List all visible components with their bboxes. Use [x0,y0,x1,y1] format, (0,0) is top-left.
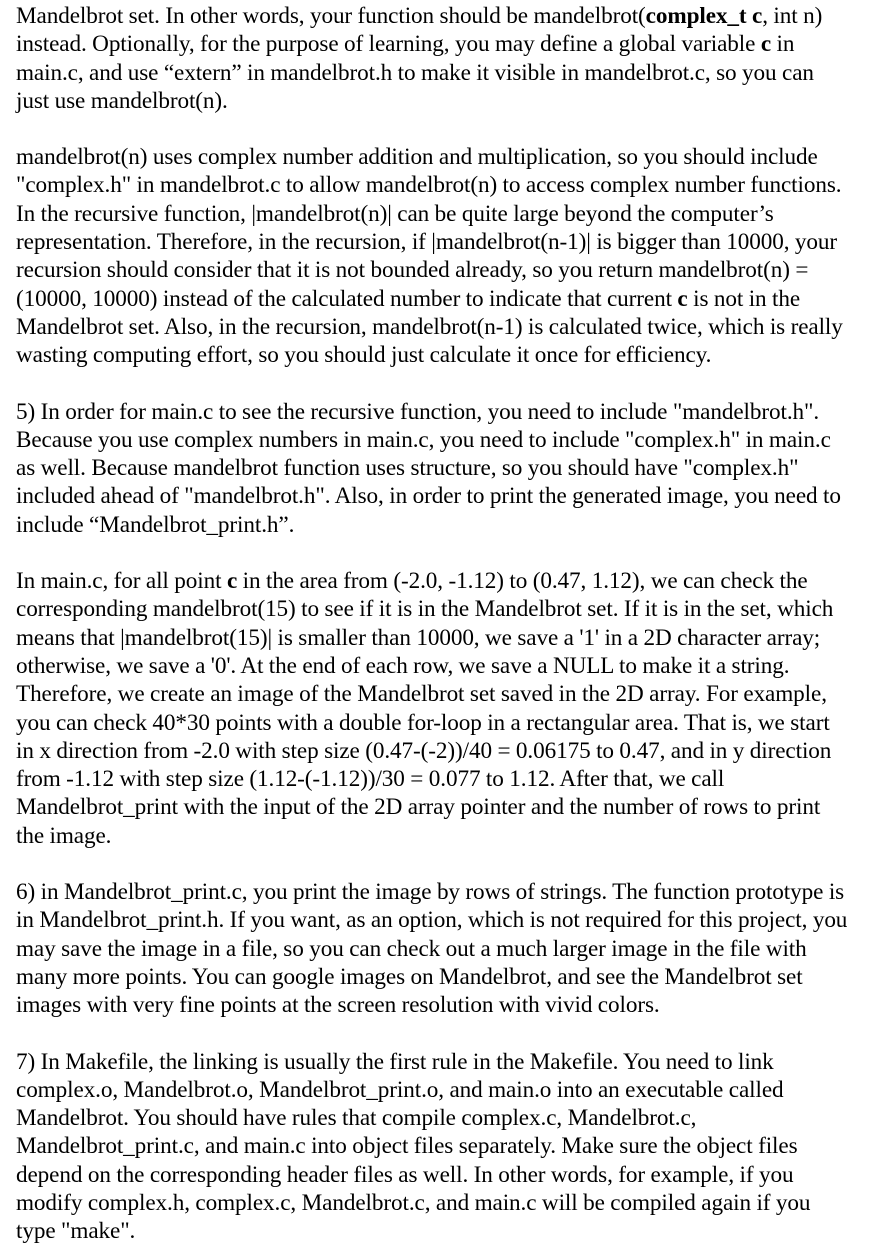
emphasis-term: c [226,568,238,595]
paragraph-p2 [16,143,852,369]
paragraph-p6 [16,1048,852,1246]
text-run: 7) In Makefile, the linking is usually the first rule in the Makefile. You need to link complex.o, Mandelbrot.o, Mandelbrot_print.o, and main.o into an executable called Mandelbrot. You should have rules that compile complex.c, Mandelbrot.c, Mandelbrot_print.c, and main.c into object files separately. Make sure the object files depend on the corresponding header files as well. In other words, for example, if you modify complex.h, complex.c, Mandelbrot.c, and main.c will be compiled again if you type "make". [16,1048,811,1245]
text-run: in main.c, and use “extern” in mandelbrot.h to make it visible in mandelbrot.c, so you can just use mandelbrot(n). [16,31,814,114]
text-run: In main.c, for all point [16,568,227,595]
paragraph-p4 [16,567,852,850]
text-run: 6) in Mandelbrot_print.c, you print the image by rows of strings. The function prototype is in Mandelbrot_print.h. If you want, as an option, which is not required for this project, you may save the image in a file, so you can check out a much larger image in the file with many more points. You can google images on Mandelbrot, and see the Mandelbrot set images with very fine points at the screen resolution with vivid colors. [16,879,848,1019]
paragraph-p1 [16,2,852,115]
emphasis-term: c [760,31,772,58]
emphasis-term: c [677,285,688,312]
text-run: 5) In order for main.c to see the recursive function, you need to include "mandelbrot.h". Because you use complex numbers in main.c, you need to include "complex.h" in main.c as well. Because mandelbrot function uses structure, so you should have "complex.h" included ahead of "mandelbrot.h". Also, in order to print the generated image, you need to include “Mandelbrot_print.h”. [16,398,841,538]
text-run: Mandelbrot set. In other words, your function should be mandelbrot( [16,3,646,29]
text-run: is not in the Mandelbrot set. Also, in the recursion, mandelbrot(n-1) is calculated twice, which is really wasting computing effort, so you should just calculate it once for efficiency. [16,285,843,369]
text-run: mandelbrot(n) uses complex number addition and multiplication, so you should include "complex.h" in mandelbrot.c to allow mandelbrot(n) to access complex number functions. In the recursive function, |mandelbrot(n)| can be quite large beyond the computer’s representation. Therefore, in the recursion, if |mandelbrot(n-1)| is bigger than 10000, your recursion should consider that it is not bounded already, so you return mandelbrot(n) = (10000, 10000) instead of the calculated number to indicate that current [16,144,842,312]
paragraph-p5 [16,878,852,1019]
paragraph-p3 [16,398,852,539]
emphasis-term: complex_t c [645,3,763,29]
text-run: , int n) instead. Optionally, for the purpose of learning, you may define a global variable [16,3,823,58]
text-run: in the area from (-2.0, -1.12) to (0.47, 1.12), we can check the corresponding mandelbrot(15) to see if it is in the Mandelbrot set. If it is in the set, which means that |mandelbrot(15)| is smaller than 10000, we save a '1' in a 2D character array; otherwise, we save a '0'. At the end of each row, we save a NULL to make it a string. Therefore, we create an image of the Mandelbrot set saved in the 2D array. For example, you can check 40*30 points with a double for-loop in a rectangular area. That is, we start in x direction from -2.0 with step size (0.47-(-2))/40 = 0.06175 to 0.47, and in y direction from -1.12 with step size (1.12-(-1.12))/30 = 0.077 to 1.12. After that, we call Mandelbrot_print with the input of the 2D array pointer and the number of rows to print the image. [16,568,834,849]
document-body [16,2,852,1246]
